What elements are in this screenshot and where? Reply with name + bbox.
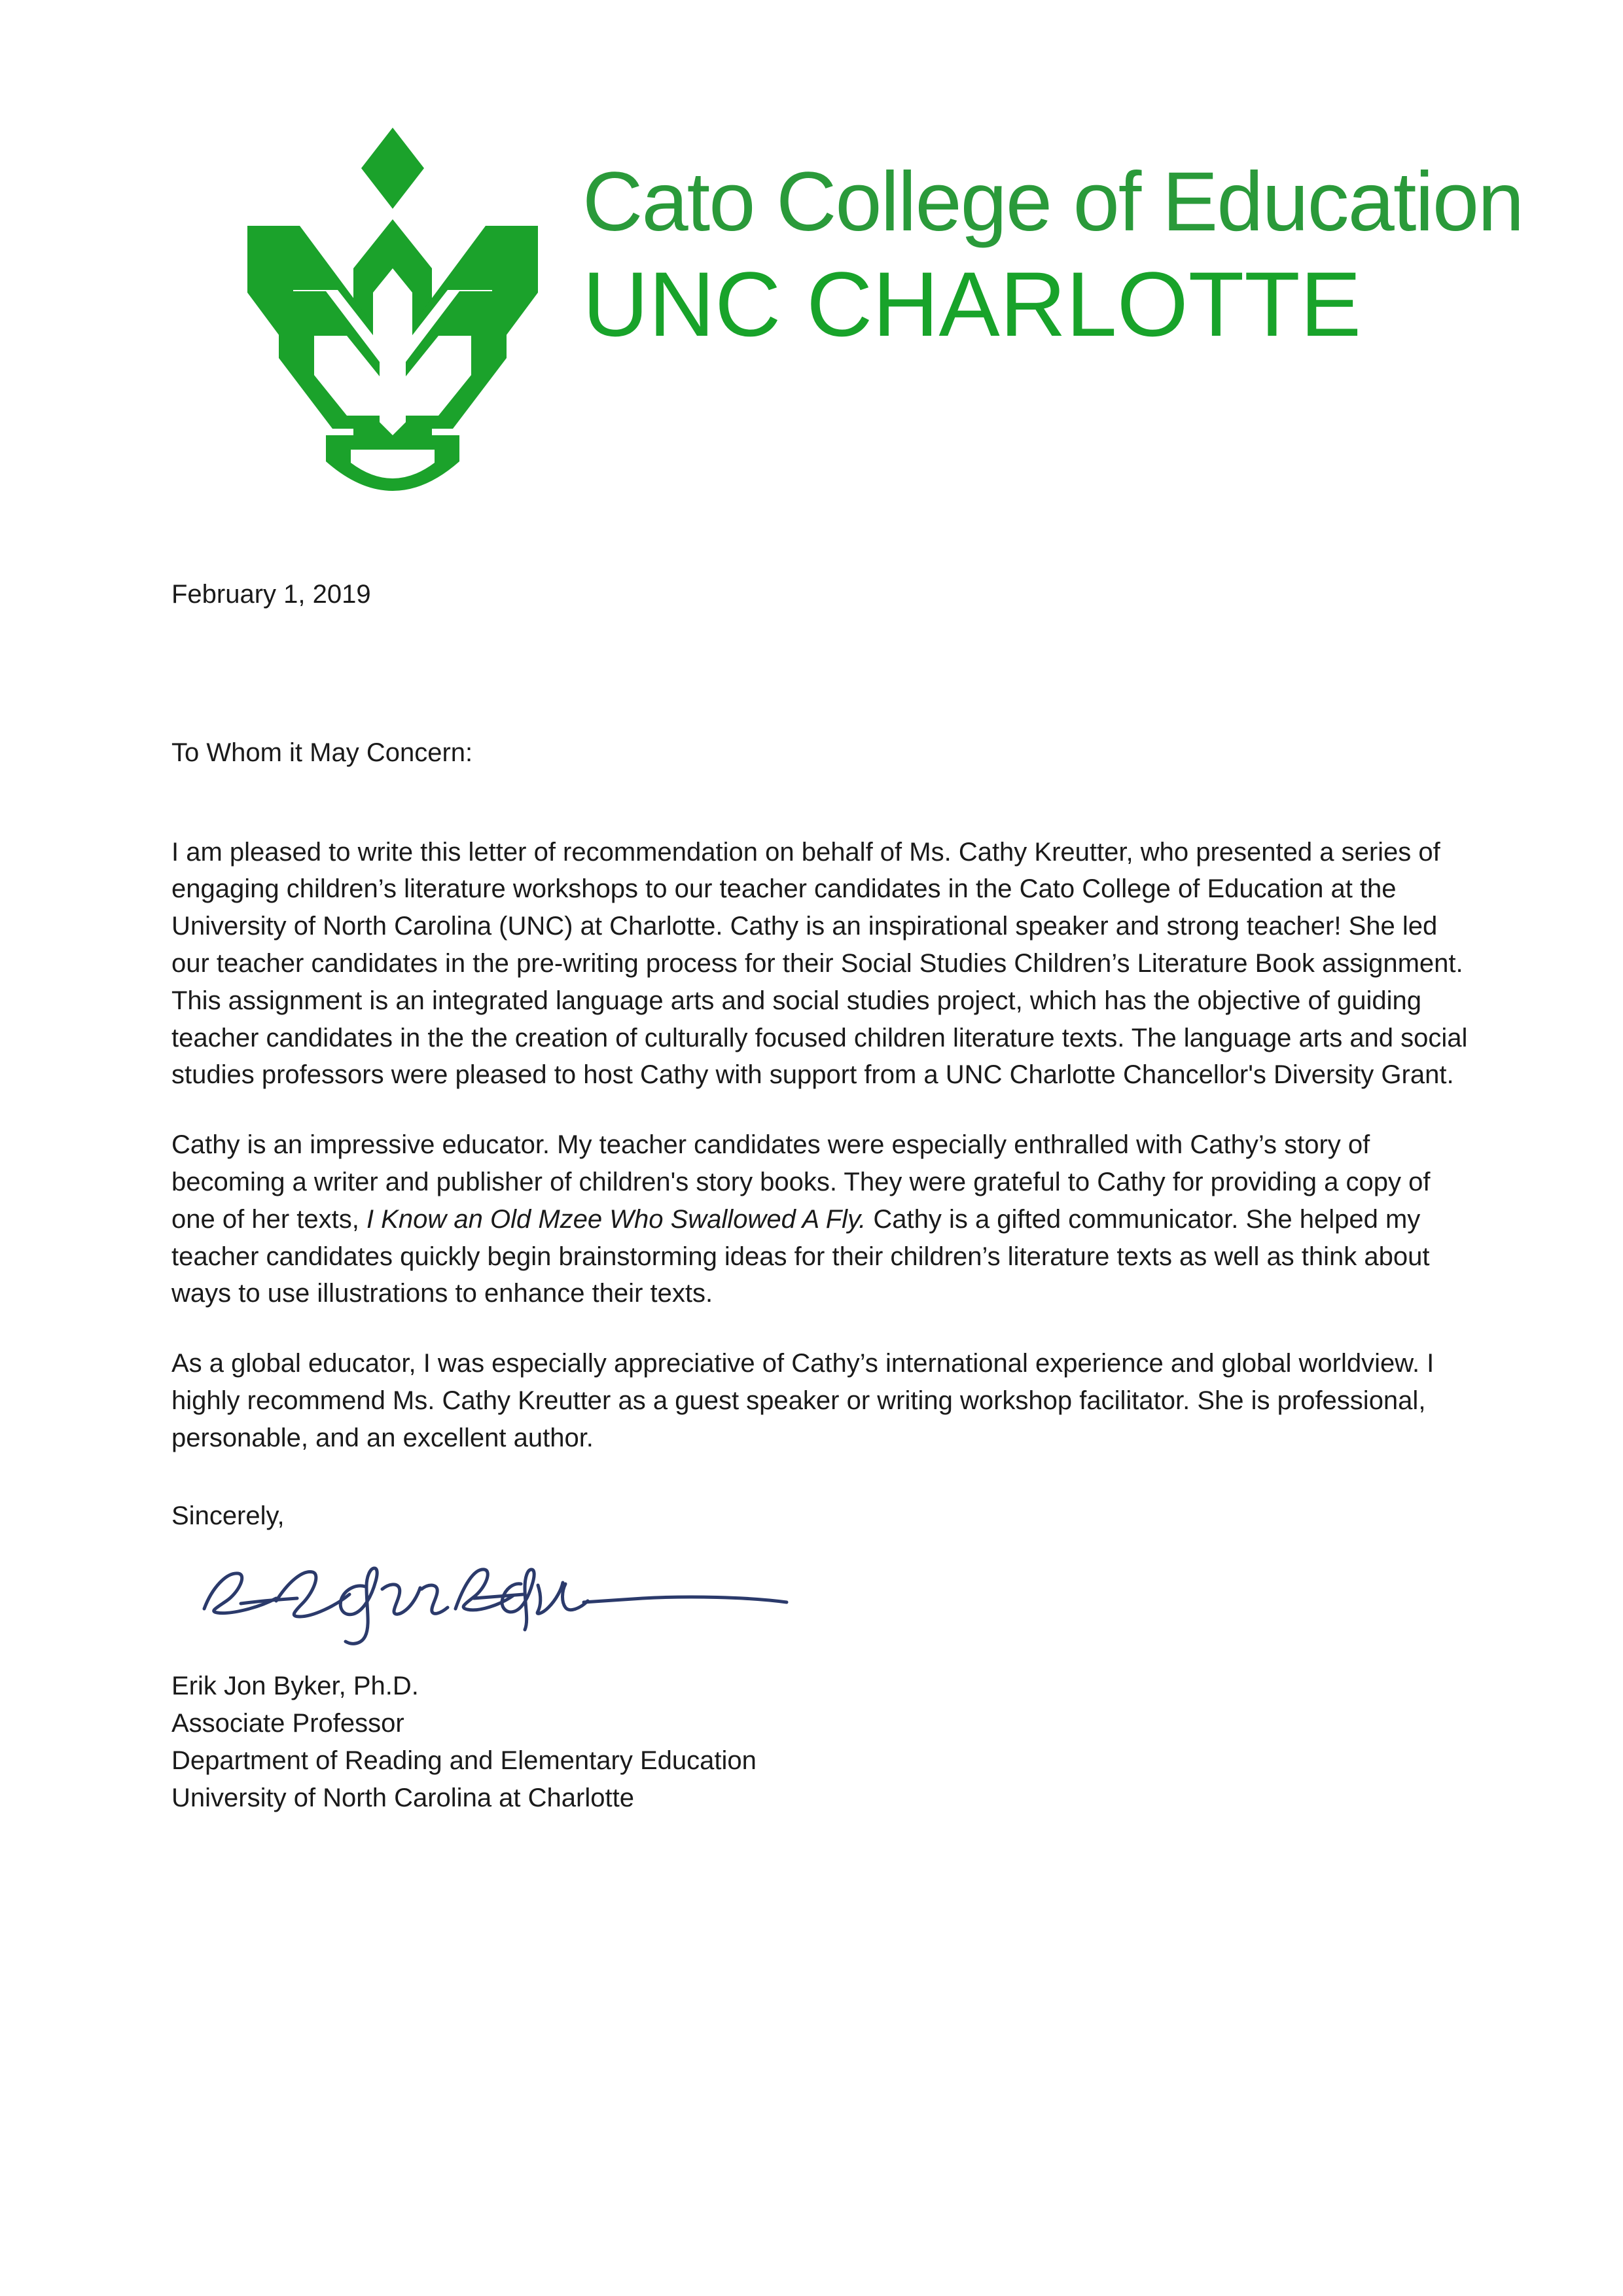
signer-name: Erik Jon Byker, Ph.D. [171, 1672, 419, 1701]
letter-salutation: To Whom it May Concern: [171, 738, 473, 767]
letterhead-wordmark [582, 155, 1524, 355]
book-title: I Know an Old Mzee Who Swallowed A Fly. [366, 1204, 866, 1234]
letter-signoff [171, 1668, 1474, 1816]
letter-paragraph-2 [171, 1126, 1474, 1312]
letterhead [216, 108, 1524, 514]
paragraph-2-text-before-title: Cathy is an impressive educator. My teacher candidates were especially enthralled with Cathy’s story of becoming a writer and publisher of children's story books. They were grateful to Cathy for providing a copy of one of her texts, [171, 1130, 1431, 1234]
college-name: Cato College of Education [582, 155, 1524, 249]
letter-body [171, 576, 1474, 1817]
letter-closing: Sincerely, [171, 1501, 285, 1530]
unc-charlotte-crown-logo-icon [216, 128, 569, 507]
signer-department: Department of Reading and Elementary Education [171, 1746, 757, 1775]
letter-paragraph-1: I am pleased to write this letter of recommendation on behalf of Ms. Cathy Kreutter, who presented a series of engaging children’s literature workshops to our teacher candidates in the Cato College of Education at the University of North Carolina (UNC) at Charlotte. Cathy is an inspirational speaker and strong teacher! She led our teacher candidates in the pre-writing process for their Social Studies Children’s Literature Book assignment. This assignment is an integrated language arts and social studies project, which has the objective of guiding teacher candidates in the the creation of culturally focused children literature texts. The language arts and social studies professors were pleased to host Cathy with support from a UNC Charlotte Chancellor's Diversity Grant. [171, 837, 1468, 1090]
letter-date: February 1, 2019 [171, 580, 371, 609]
paragraph-2-text-after-title: Cathy is a gifted communicator. She helped my teacher candidates quickly begin brainstorming ideas for their children’s literature texts as well as think about ways to use illustrations to enhance their texts. [171, 1204, 1430, 1308]
signer-institution: University of North Carolina at Charlotte [171, 1783, 634, 1812]
letter-paragraph-3: As a global educator, I was especially appreciative of Cathy’s international experience and global worldview. I highly recommend Ms. Cathy Kreutter as a guest speaker or writing workshop facilitator. She is professional, personable, and an excellent author. [171, 1349, 1435, 1452]
university-name: UNC CHARLOTTE [582, 253, 1362, 355]
signer-title: Associate Professor [171, 1709, 404, 1738]
signature-image [178, 1546, 911, 1651]
